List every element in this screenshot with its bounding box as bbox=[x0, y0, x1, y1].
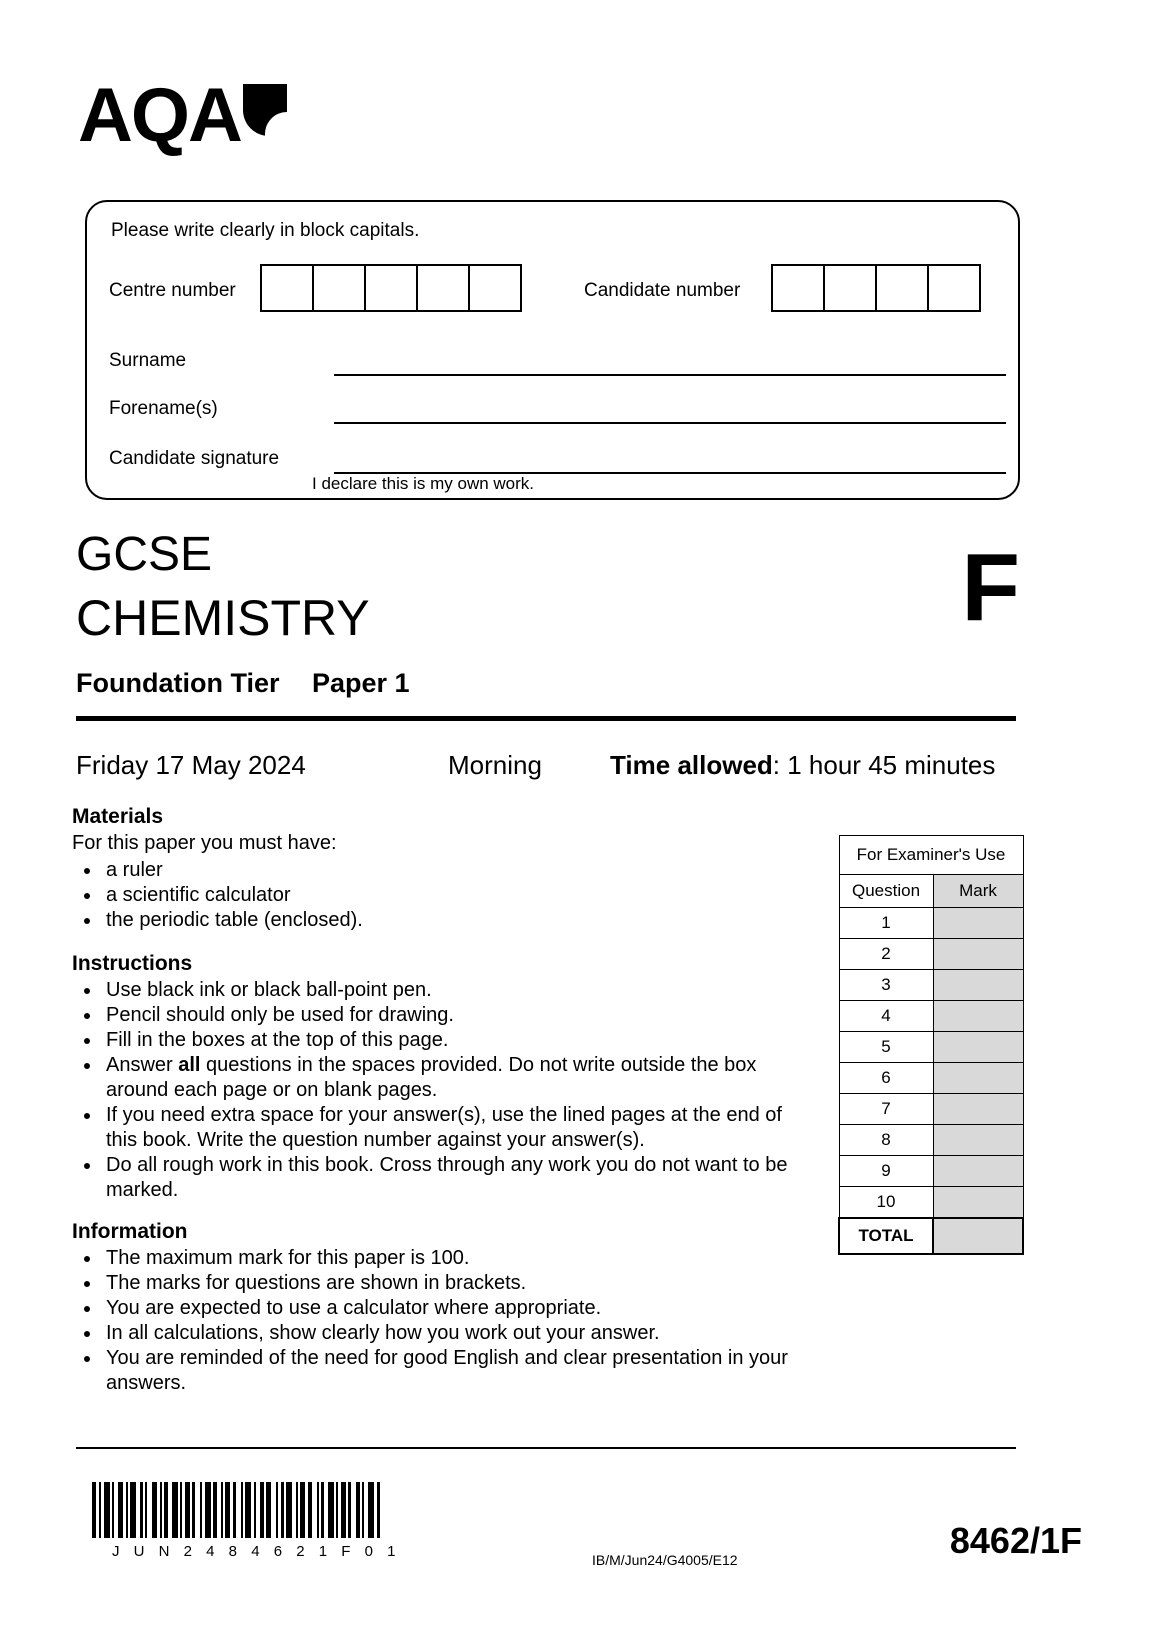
table-row bbox=[839, 1001, 1023, 1032]
list-item: • If you need extra space for your answer(s), use the lined pages at the end of this book. Write the question number against your answer(s). bbox=[102, 1103, 812, 1153]
list-item: • The maximum mark for this paper is 100. bbox=[102, 1246, 812, 1271]
qualification-title: GCSE bbox=[76, 528, 213, 581]
question-number: 10 bbox=[839, 1187, 933, 1219]
exam-session: Morning bbox=[448, 750, 542, 780]
question-number: 4 bbox=[839, 1001, 933, 1032]
surname-input[interactable] bbox=[334, 374, 1006, 376]
block-capitals-note: Please write clearly in block capitals. bbox=[111, 220, 420, 241]
column-header-mark: Mark bbox=[933, 875, 1023, 908]
mark-cell[interactable] bbox=[933, 908, 1023, 939]
mark-cell[interactable] bbox=[933, 939, 1023, 970]
question-number: 1 bbox=[839, 908, 933, 939]
table-row bbox=[839, 1187, 1023, 1219]
forename-input[interactable] bbox=[334, 422, 1006, 424]
candidate-number-cell[interactable] bbox=[771, 264, 825, 312]
question-number: 8 bbox=[839, 1125, 933, 1156]
paper-code: 8462/1F bbox=[949, 1520, 1082, 1561]
question-number: 3 bbox=[839, 970, 933, 1001]
subject-title: CHEMISTRY bbox=[76, 590, 370, 646]
table-row bbox=[839, 1156, 1023, 1187]
centre-number-cell[interactable] bbox=[468, 264, 522, 312]
centre-number-label: Centre number bbox=[109, 280, 236, 301]
paper-label: Paper 1 bbox=[312, 668, 410, 698]
information-list bbox=[72, 1246, 812, 1396]
ib-reference-code: IB/M/Jun24/G4005/E12 bbox=[592, 1552, 738, 1568]
table-row bbox=[839, 1063, 1023, 1094]
mark-cell[interactable] bbox=[933, 1063, 1023, 1094]
candidate-number-cell[interactable] bbox=[875, 264, 929, 312]
total-mark-cell[interactable] bbox=[933, 1218, 1023, 1254]
examiner-use-table bbox=[838, 835, 1024, 1255]
examiner-table-heading: For Examiner's Use bbox=[839, 836, 1023, 875]
list-item: • You are reminded of the need for good English and clear presentation in your answers. bbox=[102, 1346, 812, 1396]
mark-cell[interactable] bbox=[933, 1001, 1023, 1032]
instructions-heading: Instructions bbox=[72, 952, 193, 975]
table-row bbox=[839, 1032, 1023, 1063]
candidate-number-cell[interactable] bbox=[823, 264, 877, 312]
centre-number-cell[interactable] bbox=[364, 264, 418, 312]
table-row bbox=[839, 939, 1023, 970]
centre-number-cell[interactable] bbox=[260, 264, 314, 312]
list-item: • The marks for questions are shown in brackets. bbox=[102, 1271, 812, 1296]
list-item: • You are expected to use a calculator where appropriate. bbox=[102, 1296, 812, 1321]
question-number: 7 bbox=[839, 1094, 933, 1125]
list-item: • Fill in the boxes at the top of this page. bbox=[102, 1028, 812, 1053]
list-item: • Answer all questions in the spaces provided. Do not write outside the box around each page or on blank pages. bbox=[102, 1053, 812, 1103]
list-item: • Pencil should only be used for drawing. bbox=[102, 1003, 812, 1028]
candidate-number-cell[interactable] bbox=[927, 264, 981, 312]
total-label: TOTAL bbox=[839, 1218, 933, 1254]
centre-number-cell[interactable] bbox=[416, 264, 470, 312]
materials-heading: Materials bbox=[72, 805, 164, 828]
candidate-signature-label: Candidate signature bbox=[109, 448, 280, 469]
question-number: 6 bbox=[839, 1063, 933, 1094]
table-row bbox=[839, 908, 1023, 939]
table-row bbox=[839, 1125, 1023, 1156]
exam-date: Friday 17 May 2024 bbox=[76, 750, 306, 780]
surname-label: Surname bbox=[109, 350, 187, 371]
centre-number-input[interactable] bbox=[260, 264, 522, 312]
list-item: • In all calculations, show clearly how you work out your answer. bbox=[102, 1321, 812, 1346]
materials-intro: For this paper you must have: bbox=[72, 832, 337, 854]
mark-cell[interactable] bbox=[933, 1032, 1023, 1063]
table-row bbox=[839, 1094, 1023, 1125]
list-item: • the periodic table (enclosed). bbox=[102, 908, 812, 933]
footer-divider bbox=[76, 1447, 1016, 1449]
candidate-number-input[interactable] bbox=[771, 264, 981, 312]
barcode bbox=[92, 1482, 442, 1538]
aqa-logo-text: AQA bbox=[78, 73, 241, 158]
mark-cell[interactable] bbox=[933, 1187, 1023, 1219]
mark-cell[interactable] bbox=[933, 1156, 1023, 1187]
time-allowed bbox=[610, 750, 995, 781]
question-number: 2 bbox=[839, 939, 933, 970]
forename-label: Forename(s) bbox=[109, 398, 218, 419]
list-item: • a scientific calculator bbox=[102, 883, 812, 908]
aqa-leaf-icon bbox=[243, 84, 287, 136]
time-allowed-value: : 1 hour 45 minutes bbox=[772, 750, 996, 780]
list-item: • a ruler bbox=[102, 858, 812, 883]
list-item: • Use black ink or black ball-point pen. bbox=[102, 978, 812, 1003]
column-header-question: Question bbox=[839, 875, 933, 908]
mark-cell[interactable] bbox=[933, 970, 1023, 1001]
barcode-text: J U N 2 4 8 4 6 2 1 F 0 1 bbox=[112, 1543, 401, 1560]
tier-letter-badge: F bbox=[961, 534, 1020, 641]
candidate-details-box bbox=[85, 200, 1020, 500]
table-row bbox=[839, 970, 1023, 1001]
materials-section bbox=[72, 805, 812, 933]
tier-label: Foundation Tier bbox=[76, 668, 280, 698]
information-section bbox=[72, 1220, 812, 1396]
materials-list bbox=[72, 858, 812, 933]
time-allowed-label: Time allowed bbox=[610, 750, 773, 780]
aqa-logo bbox=[78, 73, 287, 158]
question-number: 9 bbox=[839, 1156, 933, 1187]
list-item: • Do all rough work in this book. Cross through any work you do not want to be marked. bbox=[102, 1153, 812, 1203]
candidate-number-label: Candidate number bbox=[584, 280, 741, 301]
centre-number-cell[interactable] bbox=[312, 264, 366, 312]
information-heading: Information bbox=[72, 1220, 188, 1243]
instructions-list bbox=[72, 978, 812, 1203]
table-row-total bbox=[839, 1218, 1023, 1254]
declaration-text: I declare this is my own work. bbox=[312, 474, 535, 493]
question-number: 5 bbox=[839, 1032, 933, 1063]
mark-cell[interactable] bbox=[933, 1125, 1023, 1156]
instructions-section bbox=[72, 952, 812, 1203]
title-divider bbox=[76, 716, 1016, 721]
mark-cell[interactable] bbox=[933, 1094, 1023, 1125]
